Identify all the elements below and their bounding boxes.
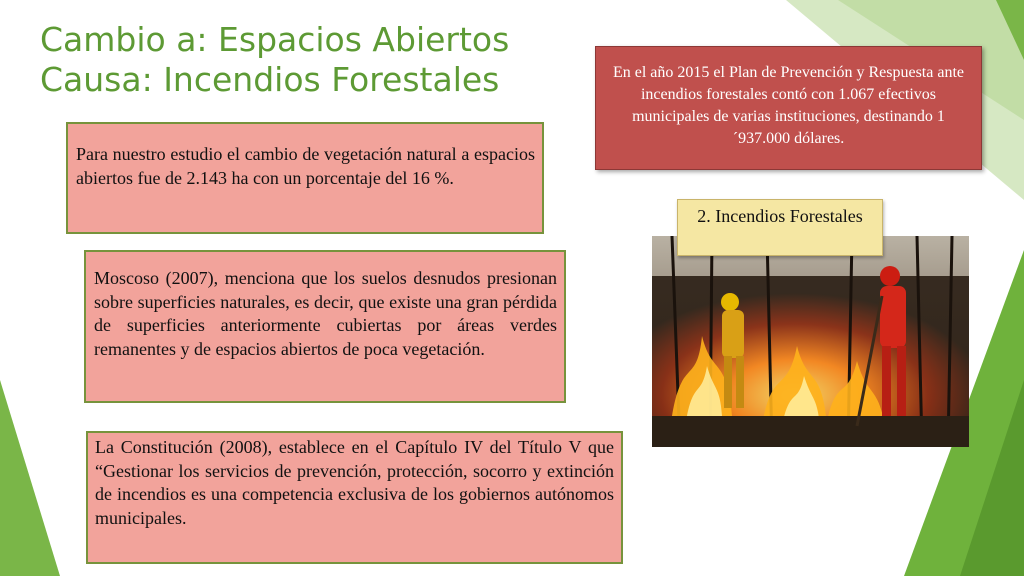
- constitucion-text: La Constitución (2008), establece en el Capítulo IV del Título V que “Gestionar los servicios de prevención, protección, socorro y extinción de incendios es una competencia exclusiva de los gobiernos autónomos municipales.: [95, 437, 614, 528]
- title-line-1: Cambio a: Espacios Abiertos: [40, 20, 510, 59]
- photo-caption-text: 2. Incendios Forestales: [697, 206, 863, 226]
- moscoso-text: Moscoso (2007), menciona que los suelos desnudos presionan sobre superficies naturales, es decir, que existe una gran pérdida de superficies anteriormente cubiertas por áreas verdes remanentes y de espacios abiertos de poca vegetación.: [94, 268, 557, 359]
- text-box-constitucion: [86, 431, 623, 564]
- slide-title: [40, 20, 509, 100]
- photo-caption-label: [677, 199, 883, 256]
- study-text: Para nuestro estudio el cambio de vegetación natural a espacios abiertos fue de 2.143 ha con un porcentaje del 16 %.: [76, 144, 535, 188]
- deco-shape-bottom-left: [0, 380, 60, 576]
- callout-plan-prevencion: [595, 46, 982, 170]
- text-box-moscoso: [84, 250, 566, 403]
- text-box-study: [66, 122, 544, 234]
- wildfire-illustration: [652, 236, 969, 447]
- callout-text: En el año 2015 el Plan de Prevención y Respuesta ante incendios forestales contó con 1.067 efectivos municipales de varias instituciones, destinando 1´937.000 dólares.: [612, 64, 964, 147]
- wildfire-photo: [652, 236, 969, 447]
- title-line-2: Causa: Incendios Forestales: [40, 60, 500, 99]
